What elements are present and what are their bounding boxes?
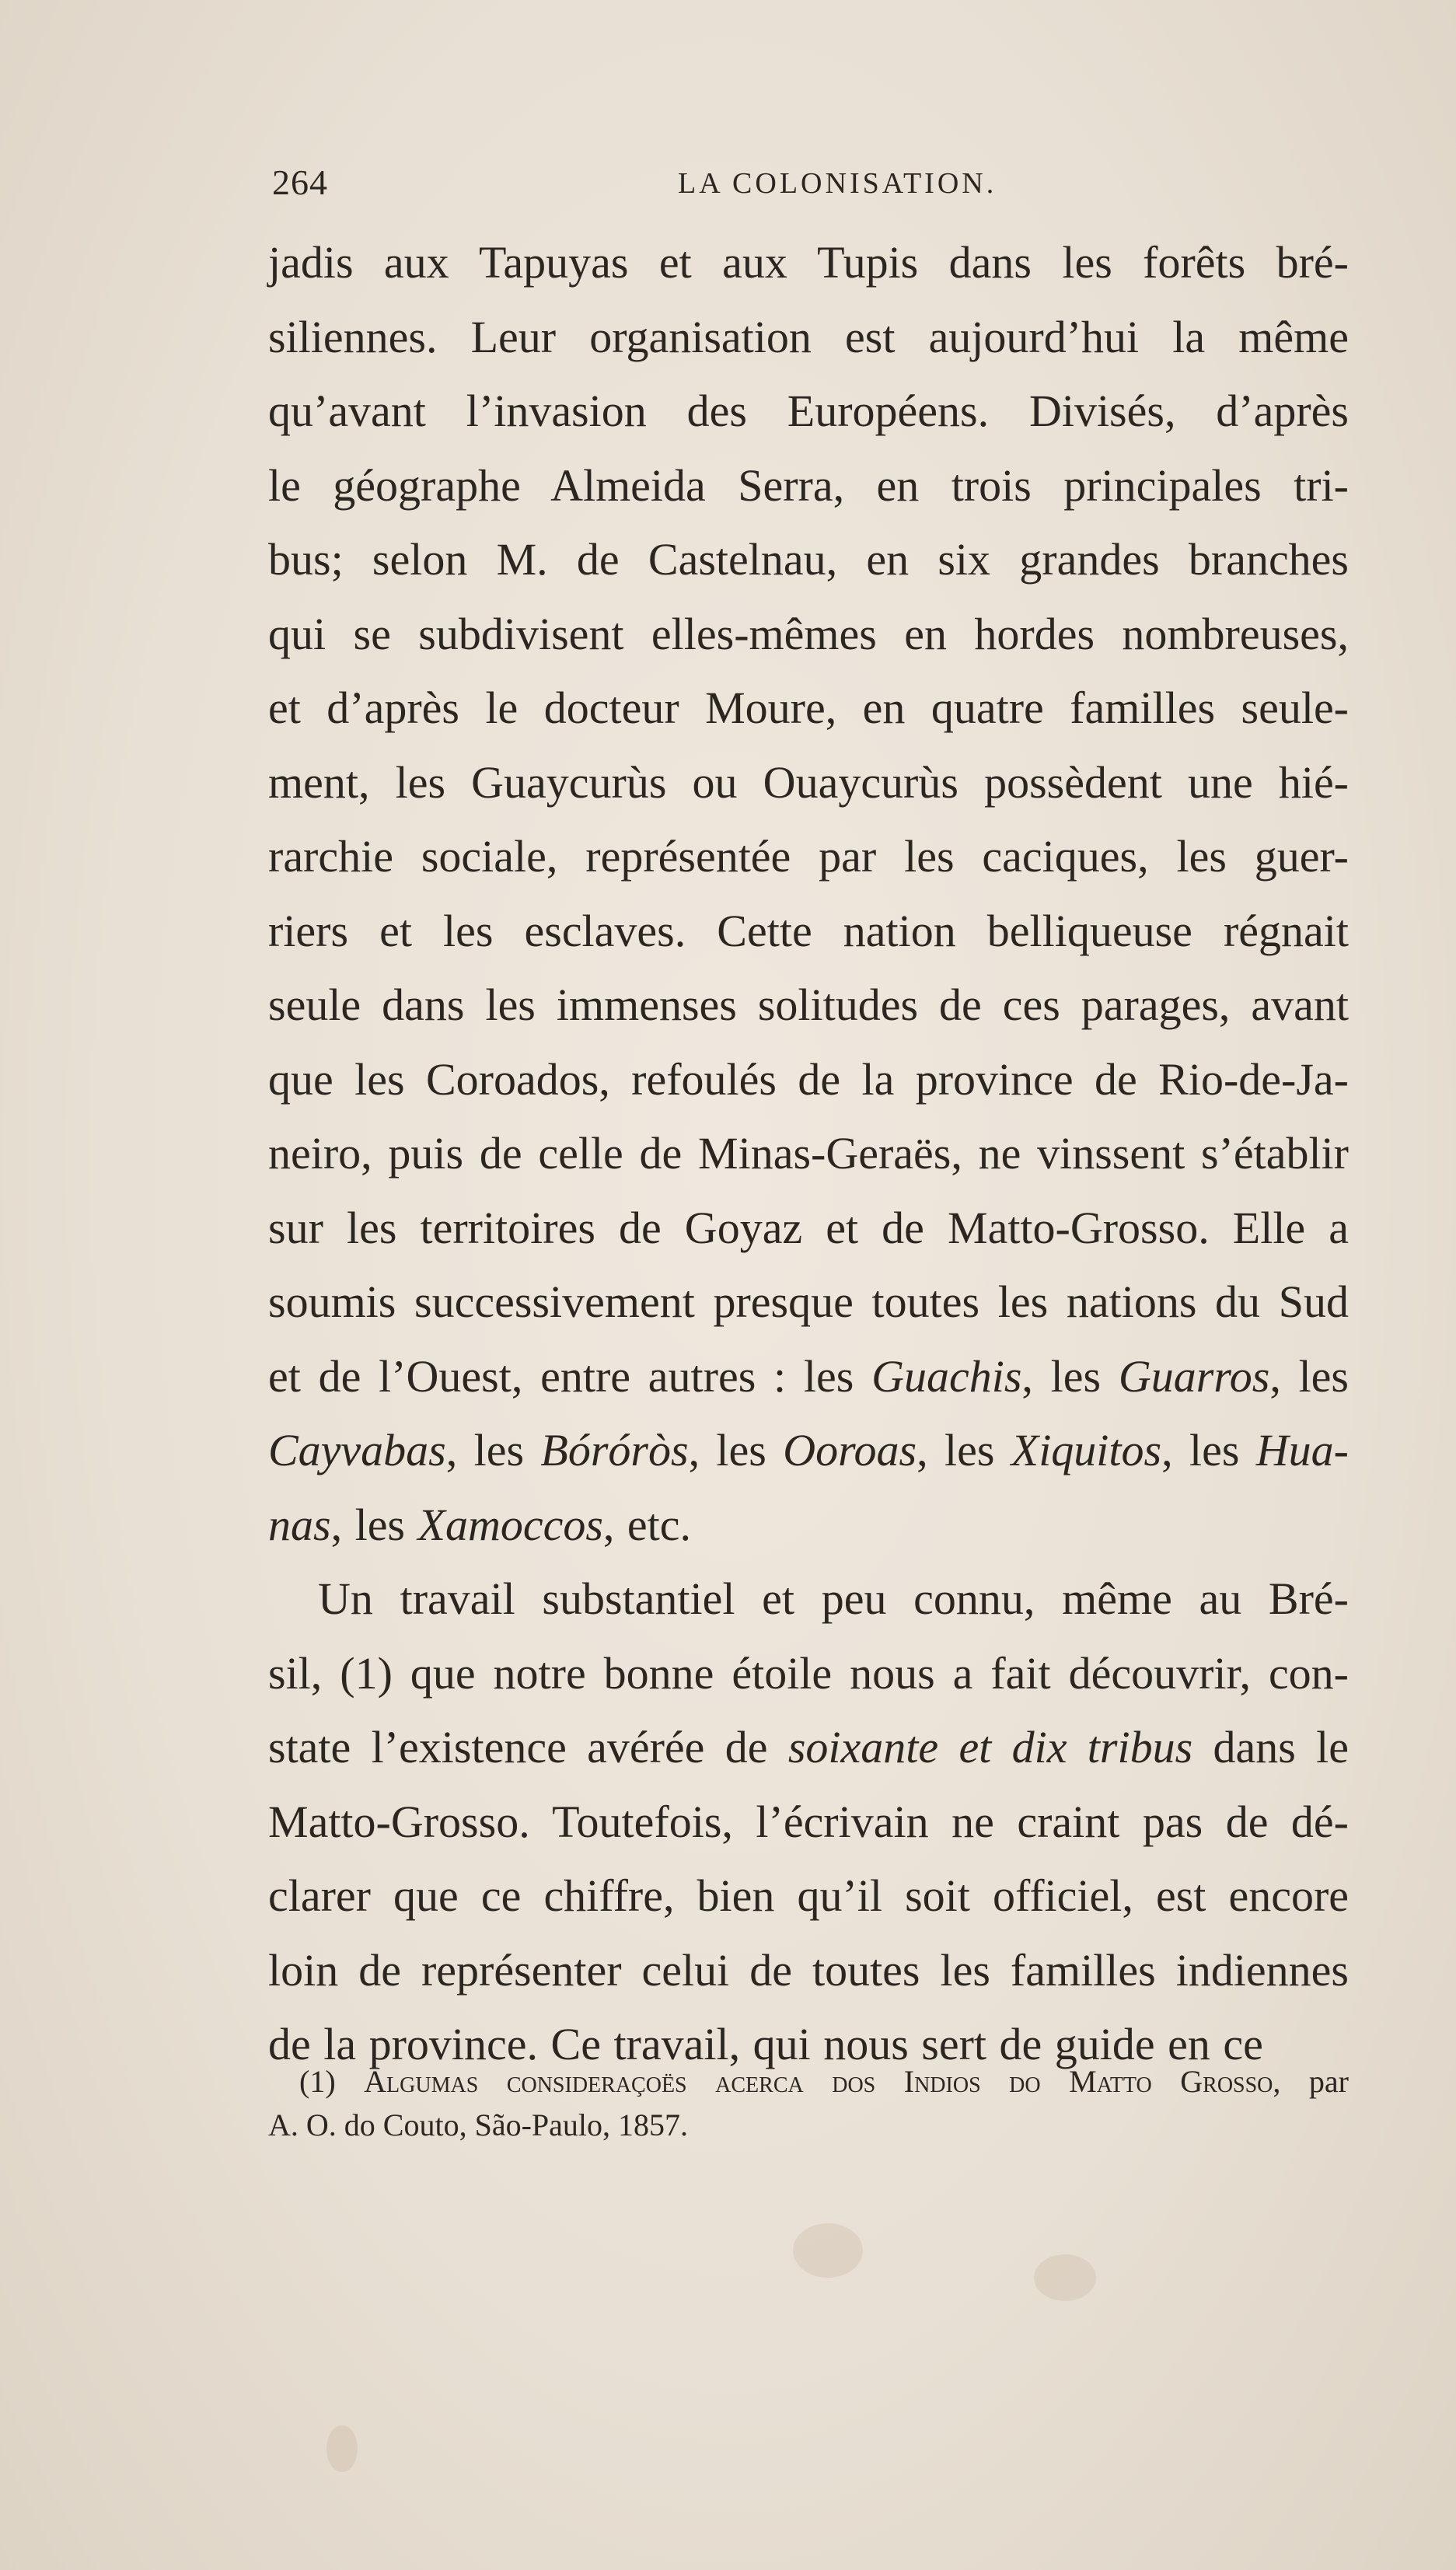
- paper-stain: [326, 2425, 358, 2472]
- text-segment: , les: [1021, 1350, 1119, 1402]
- footnote-marker: (1): [299, 2064, 365, 2099]
- text-segment: siliennes. Leur organisation est aujourd’hui la même: [268, 311, 1349, 362]
- text-line: [268, 1859, 1349, 1933]
- text-segment: qui se subdivisent elles-mêmes en hordes nombreuses,: [268, 608, 1349, 659]
- paper-stain: [1034, 2254, 1096, 2301]
- text-segment: , etc.: [602, 1499, 691, 1550]
- footnote-line: [268, 2060, 1349, 2104]
- text-line: [268, 746, 1349, 820]
- text-segment: riers et les esclaves. Cette nation belliqueuse régnait: [268, 905, 1349, 956]
- text-segment: que les Coroados, refoulés de la province de Rio-de-Ja-: [268, 1053, 1349, 1105]
- text-segment: et de l’Ouest, entre autres : les: [268, 1350, 872, 1402]
- text-line: [268, 968, 1349, 1042]
- text-segment: state l’existence avérée de: [268, 1722, 788, 1772]
- text-line: [268, 1933, 1349, 2008]
- footnote-title: Algumas consideraçoës acerca dos Indios do Matto Grosso: [364, 2064, 1273, 2099]
- text-segment: rarchie sociale, représentée par les caciques, les guer-: [268, 831, 1349, 882]
- text-segment: et d’après le docteur Moure, en quatre familles seule-: [268, 683, 1349, 733]
- page-number: 264: [272, 162, 328, 202]
- italic-text: soixante et dix tribus: [787, 1722, 1193, 1772]
- text-segment: , les: [917, 1425, 1011, 1475]
- text-segment: , les: [688, 1425, 784, 1475]
- footnote: [268, 2060, 1349, 2147]
- text-segment: jadis aux Tapuyas et aux Tupis dans les forêts bré-: [268, 237, 1349, 288]
- text-line: [268, 225, 1349, 300]
- text-line: [268, 374, 1349, 449]
- text-segment: neiro, puis de celle de Minas-Geraës, ne vinssent s’établir: [268, 1128, 1349, 1178]
- text-segment: clarer que ce chiffre, bien qu’il soit officiel, est encore: [268, 1870, 1349, 1921]
- text-segment: de la province. Ce travail, qui nous sert de guide en ce: [268, 2019, 1263, 2069]
- text-segment: bus; selon M. de Castelnau, en six grandes branches: [268, 534, 1349, 585]
- text-segment: soumis successivement presque toutes les nations du Sud: [268, 1276, 1349, 1327]
- text-line: [268, 300, 1349, 375]
- text-segment: qu’avant l’invasion des Européens. Divisés, d’après: [268, 386, 1349, 436]
- text-line: [268, 449, 1349, 523]
- footnote-line: A. O. do Couto, São-Paulo, 1857.: [268, 2107, 688, 2142]
- text-line: [268, 819, 1349, 894]
- italic-text: Guachis: [871, 1350, 1022, 1402]
- text-segment: ment, les Guaycurùs ou Ouaycurùs possèdent une hié-: [268, 756, 1349, 808]
- running-head: LA COLONISATION.: [678, 167, 997, 200]
- text-line: [268, 1191, 1349, 1266]
- text-segment: sil, (1) que notre bonne étoile nous a fait découvrir, con-: [268, 1647, 1349, 1699]
- text-line: [268, 1413, 1349, 1488]
- text-segment: , les: [1161, 1425, 1256, 1475]
- text-line: [268, 522, 1349, 597]
- text-line: [268, 1339, 1349, 1414]
- italic-text: Guarros: [1118, 1350, 1270, 1402]
- text-segment: , les: [330, 1499, 418, 1550]
- text-line: [268, 1636, 1349, 1711]
- text-segment: , les: [445, 1425, 541, 1475]
- text-line: [268, 597, 1349, 672]
- text-line: [268, 671, 1349, 746]
- text-line: [268, 1488, 1349, 1563]
- text-line: [268, 1042, 1349, 1117]
- text-segment: Matto-Grosso. Toutefois, l’écrivain ne craint pas de dé-: [268, 1796, 1349, 1847]
- paper-stain: [793, 2223, 863, 2278]
- italic-text: Bóróròs: [540, 1425, 689, 1475]
- body-text: [268, 225, 1349, 2082]
- italic-text: Xamoccos: [417, 1499, 603, 1550]
- text-segment: loin de représenter celui de toutes les familles indiennes: [268, 1944, 1349, 1996]
- text-line: [268, 1785, 1349, 1859]
- text-segment: seule dans les immenses solitudes de ces parages, avant: [268, 979, 1349, 1030]
- text-segment: dans le: [1192, 1722, 1350, 1772]
- footnote-tail: , par: [1273, 2064, 1350, 2099]
- italic-text: Hua-: [1255, 1425, 1349, 1475]
- italic-text: Ooroas: [783, 1425, 917, 1475]
- italic-text: nas: [268, 1499, 331, 1550]
- text-line: [268, 1562, 1349, 1636]
- italic-text: Cayvabas: [268, 1425, 446, 1475]
- text-line: [268, 1265, 1349, 1339]
- text-segment: Un travail substantiel et peu connu, même au Bré-: [318, 1573, 1349, 1624]
- text-segment: le géographe Almeida Serra, en trois principales tri-: [268, 459, 1349, 511]
- text-line: [268, 894, 1349, 969]
- text-segment: sur les territoires de Goyaz et de Matto-Grosso. Elle a: [268, 1202, 1349, 1253]
- italic-text: Xiquitos: [1011, 1425, 1162, 1475]
- text-line: [268, 1116, 1349, 1191]
- text-segment: , les: [1269, 1350, 1349, 1402]
- text-line: [268, 1710, 1349, 1785]
- page-header: [272, 162, 1345, 216]
